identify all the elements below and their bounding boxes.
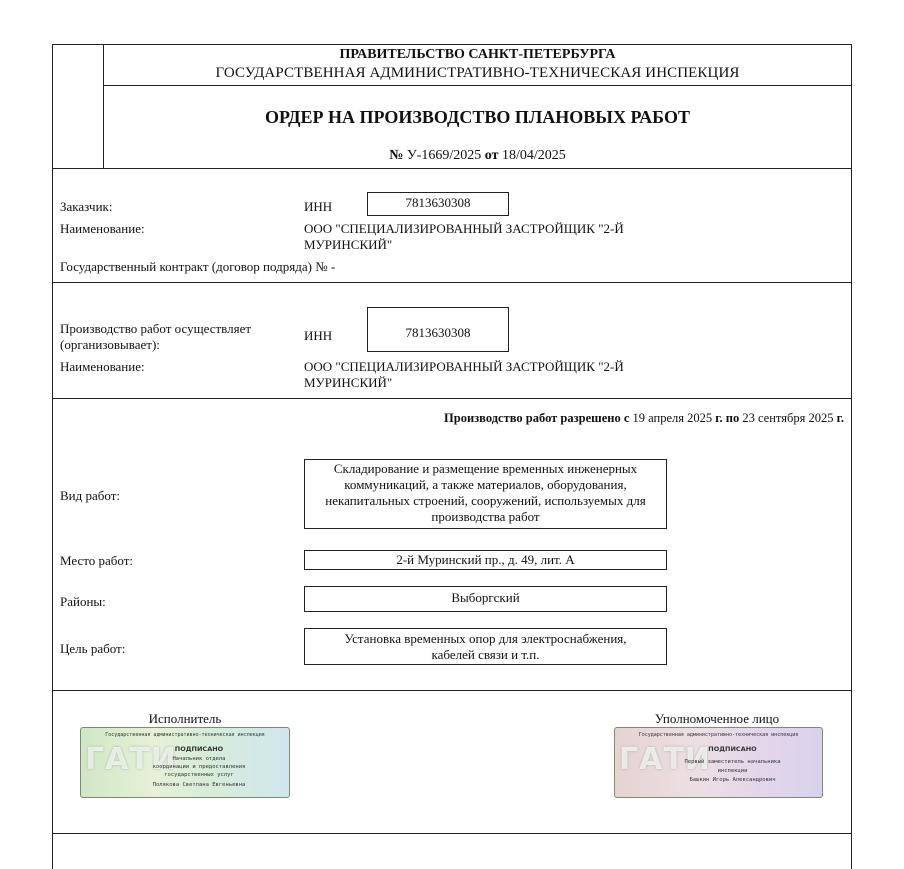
period-end: 23 сентября 2025 (742, 411, 834, 425)
customer-inn: 7813630308 (405, 195, 471, 210)
section-divider-5 (52, 833, 852, 834)
work-goal-line: Установка временных опор для электроснабжения, (344, 631, 627, 646)
stamp-line: Начальник отдела (172, 756, 226, 762)
signature-stamp-left (80, 727, 290, 798)
work-type-label: Вид работ: (60, 488, 120, 503)
signature-stamp-right (614, 727, 823, 798)
district-label: Районы: (60, 594, 106, 609)
stamp-signed: ПОДПИСАНО (708, 745, 757, 753)
contractor-inn-label: ИНН (304, 328, 333, 343)
section-divider-3 (52, 398, 852, 399)
contractor-label-line1: Производство работ осуществляет (60, 321, 252, 336)
stamp-org: Государственная административно-техническая инспекция (105, 732, 265, 738)
period-g1: г. (715, 411, 723, 425)
work-type-line: коммуникаций, а также материалов, оборудования, (344, 477, 627, 492)
stamp-line: Полякова Светлана Евгеньевна (152, 782, 246, 788)
period-g2: г. (836, 411, 844, 425)
work-goal-line: кабелей связи и т.п. (431, 647, 540, 662)
gati-logo-icon: ГАТИ (85, 742, 177, 777)
stamp-signed: ПОДПИСАНО (174, 745, 224, 753)
contract-line: Государственный контракт (договор подряда) № - (60, 259, 336, 274)
document-title: ОРДЕР НА ПРОИЗВОДСТВО ПЛАНОВЫХ РАБОТ (265, 107, 690, 127)
customer-name-line2: МУРИНСКИЙ" (304, 237, 393, 252)
number-prefix: № (389, 148, 404, 163)
contractor-name-label: Наименование: (60, 359, 145, 374)
stamp-org: Государственная административно-техническая инспекция (638, 732, 799, 738)
frame-top (52, 44, 852, 45)
order-number: У-1669/2025 (406, 148, 482, 163)
customer-name-line1: ООО "СПЕЦИАЛИЗИРОВАННЫЙ ЗАСТРОЙЩИК "2-Й (304, 221, 624, 236)
contractor-inn: 7813630308 (405, 325, 471, 340)
agency-name: ГОСУДАРСТВЕННАЯ АДМИНИСТРАТИВНО-ТЕХНИЧЕСКАЯ ИНСПЕКЦИЯ (215, 65, 740, 81)
work-type-line: производства работ (431, 509, 540, 524)
work-type-line: некапитальных строений, сооружений, используемых для (325, 493, 646, 508)
work-goal-label: Цель работ: (60, 641, 126, 656)
section-divider-4 (52, 690, 852, 691)
work-period (444, 410, 844, 426)
authorized-label: Уполномоченное лицо (654, 711, 780, 726)
period-label: Производство работ разрешено с (444, 411, 630, 425)
work-type-line: Складирование и размещение временных инженерных (333, 461, 638, 476)
section-divider-1 (52, 168, 852, 169)
stamp-line: Башкин Игорь Александрович (689, 777, 776, 783)
order-number-line (103, 148, 852, 164)
customer-inn-label: ИНН (304, 199, 333, 214)
gati-logo-icon: ГАТИ (619, 742, 711, 777)
work-place-label: Место работ: (60, 553, 134, 568)
period-start: 19 апреля 2025 (632, 411, 713, 425)
work-place: 2-й Муринский пр., д. 49, лит. А (396, 552, 575, 567)
district: Выборгский (451, 590, 520, 605)
stamp-line: Первый заместитель начальника (684, 759, 781, 765)
date-prefix: от (484, 148, 499, 163)
customer-label: Заказчик: (60, 199, 113, 214)
customer-name-label: Наименование: (60, 221, 145, 236)
gov-name: ПРАВИТЕЛЬСТВО САНКТ-ПЕТЕРБУРГА (339, 47, 616, 62)
contractor-label-line2: (организовывает): (60, 337, 160, 352)
stamp-line: государственных услуг (164, 772, 234, 778)
contractor-name-line1: ООО "СПЕЦИАЛИЗИРОВАННЫЙ ЗАСТРОЙЩИК "2-Й (304, 359, 624, 374)
order-date: 18/04/2025 (501, 148, 566, 163)
section-divider-2 (52, 282, 852, 283)
stamp-line: координации и предоставления (152, 764, 246, 770)
stamp-line: инспекции (717, 768, 748, 774)
header-mid-divider (103, 85, 852, 86)
executor-label: Исполнитель (148, 711, 222, 726)
period-to: по (725, 411, 740, 425)
contractor-name-line2: МУРИНСКИЙ" (304, 375, 393, 390)
